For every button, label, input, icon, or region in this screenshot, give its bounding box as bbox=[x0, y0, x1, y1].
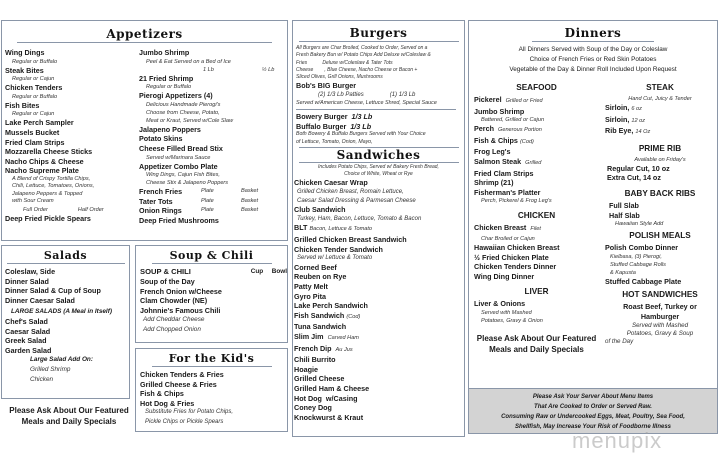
salads-title: Salads bbox=[43, 249, 88, 262]
menu-item: Mozzarella Cheese Sticks bbox=[5, 147, 93, 157]
dinners-right-column: STEAK Hand Cut, Juicy & Tender Sirloin, 6 oz Sirloin, 12 oz Rib Eye, 14 Oz PRIME RIB Available on Friday's Regular Cut, 10 oz Extra Cut, 14 oz BABY BACK RIBS Full Slab Half Slab Hawaiian Style Add POLISH MEALS Polish Combo Dinner Kielbasa, (3) Pierogi, Stuffed Cabbage Rolls & Kapusta Stuffed Cabbage Plate HOT SANDWICHES Roast Beef, Turkey or Hamburger Served with Mashed Potatoes, Gravy & Soup of the Day bbox=[605, 83, 698, 346]
menu-item: Fish Bites bbox=[5, 100, 40, 110]
menu-item: Lake Perch Sampler bbox=[5, 118, 74, 128]
menu-item: Nacho Supreme Plate bbox=[5, 166, 79, 176]
kids-panel: For the Kid's Chicken Tenders & Fries Grilled Cheese & Fries Fish & Chips Hot Dog & Fries Substitute Fries for Potato Chips, Pickle Chips or Pickle Spears bbox=[135, 348, 288, 432]
dinners-panel: Dinners All Dinners Served with Soup of the Day or Coleslaw Choice of French Fries or Red Skin Potatoes Vegetable of the Day & Dinner Roll Included Upon Request SEAFOOD Pickerel Grilled or Fried Jumbo Shrimp Battered, Grilled or Cajun Perch Generous Portion Fish & Chips (Cod) Frog Leg's Salmon Steak Grilled Fried Clam Strips Shrimp (21) Fisherman's Platter Perch, Pickerel & Frog Leg's CHICKEN Chicken Breast Filet Char Broiled or Cajun Hawaiian Chicken Breast ½ Fried Chicken Plate Chicken Tenders Dinner Wing Ding Dinner LIVER Liver & Onions Served with Mashed Potatoes, Gravy & Onion Please Ask About Our Featured Meals and Daily Specials STEAK Hand Cut, Juicy & Tender Sirloin, 6 oz Sirloin, 12 oz Rib Eye, 14 Oz PRIME RIB Available on Friday's Regular Cut, 10 oz Extra Cut, 14 oz BABY BACK RIBS Full Slab Half Slab Hawaiian Style Add POLISH MEALS Polish Combo Dinner Kielbasa, (3) Pierogi, Stuffed Cabbage Rolls & Kapusta Stuffed Cabbage Plate HOT SANDWICHES Roast Beef, Turkey or Hamburger Served with Mashed Potatoes, Gravy & Soup of the Day bbox=[468, 20, 718, 389]
soup-chili-panel: Soup & Chili SOUP & CHILI Cup Bowl Soup of the Day French Onion w/Cheese Clam Chowder (NE) Johnnie's Famous Chili Add Cheddar Cheese Add Chopped Onion bbox=[135, 245, 288, 343]
watermark: menupix bbox=[572, 428, 663, 453]
appetizers-panel bbox=[1, 20, 288, 241]
menu-item: Jumbo Shrimp bbox=[139, 48, 190, 57]
menu-item: Potato Skins bbox=[139, 134, 183, 144]
appetizers-right-column: Jumbo Shrimp Peel & Eat Served on a Bed of Ice 1 Lb ½ Lb 21 Fried Shrimp Regular or Buffalo Pierogi Appetizers (4) Delicious Handmade Pierogi's Choose from Cheese, Potato, Meat or Kraut, Served w/Cole Slaw Jalapeno Poppers Potato Skins Cheese Filled Bread Stix Served w/Marinara Sauce Appetizer Combo Plate Wing Dings, Cajun Fish Bites, Cheese Stix & Jalapeno Poppers French Fries Plate Basket Tater Tots Plate Basket Onion Rings Plate Basket Deep Fried Mushrooms bbox=[139, 48, 281, 226]
appetizers-left-column: Wing Dings Regular or Buffalo Steak Bites Regular or Cajun Chicken Tenders Regular or Buffalo Fish Bites Regular or Cajun Lake Perch Sampler Mussels Bucket Fried Clam Strips Mozzarella Cheese Sticks Nacho Chips & Cheese Nacho Supreme Plate A Blend of Crispy Tortilla Chips, Chili, Lettuce, Tomatoes, Onions, Jalapeno Peppers & Topped with Sour Cream Full Order Half Order Deep Fried Pickle Spears bbox=[5, 48, 104, 223]
burgers-title: Burgers bbox=[349, 26, 408, 40]
menu-item: Wing Dings bbox=[5, 48, 45, 57]
menu-item: Appetizer Combo Plate bbox=[139, 161, 218, 171]
menu-item: Mussels Bucket bbox=[5, 127, 60, 137]
kids-title: For the Kid's bbox=[168, 352, 255, 365]
menu-item: Deep Fried Mushrooms bbox=[139, 215, 219, 225]
menu-item: Steak Bites bbox=[5, 65, 44, 75]
menu-item: Jalapeno Poppers bbox=[139, 124, 201, 134]
soup-chili-title: Soup & Chili bbox=[169, 249, 254, 262]
menu-item: Nacho Chips & Cheese bbox=[5, 156, 84, 166]
menu-item: Cheese Filled Bread Stix bbox=[139, 143, 223, 153]
menu-item: Bob's BIG Burger bbox=[296, 81, 357, 91]
dinners-title: Dinners bbox=[564, 26, 622, 40]
burgers-sandwiches-panel: Burgers All Burgers are Char Broiled, Cooked to Order, Served on a Fresh Bakery Bun w/ Potato Chips Add Deluxe w/Coleslaw & Fries Deluxe w/Coleslaw & Tater Tots Cheese , Blue Cheese, Nacho Cheese or Bacon + Sliced Olives, Grill Onions, Mushrooms Bob's BIG Burger (2) 1/3 Lb Patties (1) 1/3 Lb Served w/American Cheese, Lettuce Shred, Special Sauce Bowery Burger 1/3 Lb Buffalo Burger 1/3 Lb Both Bowery & Buffalo Burgers Served with Your Choice of Lettuce, Tomato, Onion, Mayo, Sandwiches Includes Potato Chips, Served w/ Bakery Fresh Bread, Choice of White, Wheat or Rye Chicken Caesar Wrap Grilled Chicken Breast, Romain Lettuce, Caesar Salad Dressing & Parmesan Cheese Club Sandwich Turkey, Ham, Bacon, Lettuce, Tomato & Bacon BLT Bacon, Lettuce & Tomato Grilled Chicken Breast Sandwich Chicken Tender Sandwich Served w/ Lettuce & Tomato Corned Beef Reuben on Rye Patty Melt Gyro Pita Lake Perch Sandwich Fish Sandwich (Cod) Tuna Sandwich Slim Jim Carved Ham French Dip Au Jus Chili Burrito Hoagie Grilled Cheese Grilled Ham & Cheese Hot Dog w/Casing Coney Dog Knockwurst & Kraut bbox=[292, 20, 465, 437]
menu-item: Deep Fried Pickle Spears bbox=[5, 213, 91, 223]
raw-food-warning: Please Ask Your Server About Menu Items That Are Cooked to Order or Served Raw. Consuming Raw or Undercooked Eggs, Meat, Poultry, Sea Food, Shellfish, May Increase Your Risk of Foodborne Illness bbox=[468, 388, 718, 434]
left-featured-specials: Please Ask About Our Featured Meals and Daily Specials bbox=[9, 406, 129, 426]
appetizers-title: Appetizers bbox=[106, 27, 183, 41]
menu-item: Fried Clam Strips bbox=[5, 137, 65, 147]
dinners-left-column: SEAFOOD Pickerel Grilled or Fried Jumbo Shrimp Battered, Grilled or Cajun Perch Generous Portion Fish & Chips (Cod) Frog Leg's Salmon Steak Grilled Fried Clam Strips Shrimp (21) Fisherman's Platter Perch, Pickerel & Frog Leg's CHICKEN Chicken Breast Filet Char Broiled or Cajun Hawaiian Chicken Breast ½ Fried Chicken Plate Chicken Tenders Dinner Wing Ding Dinner LIVER Liver & Onions Served with Mashed Potatoes, Gravy & Onion Please Ask About Our Featured Meals and Daily Specials bbox=[474, 83, 597, 354]
menu-item: Chicken Tenders bbox=[5, 83, 63, 93]
sandwiches-title: Sandwiches bbox=[336, 148, 421, 163]
menu-item: Pierogi Appetizers (4) bbox=[139, 91, 213, 101]
menu-item: 21 Fried Shrimp bbox=[139, 73, 194, 83]
salads-panel: Salads Coleslaw, Side Dinner Salad Dinner Salad & Cup of Soup Dinner Caesar Salad LARGE SALADS (A Meal in Itself) Chef's Salad Caesar Salad Greek Salad Garden Salad Large Salad Add On: Grilled Shrimp Chicken bbox=[1, 245, 130, 399]
